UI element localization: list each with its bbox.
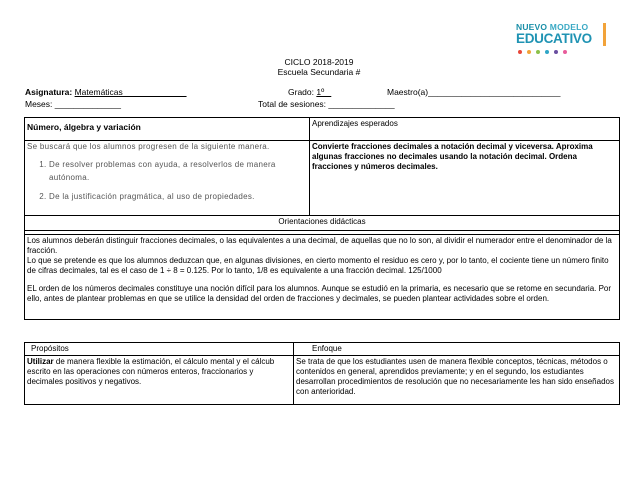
logo-dot — [545, 50, 549, 54]
logo-dots — [516, 50, 612, 54]
maestro-label: Maestro(a) — [387, 87, 429, 97]
propositos-table — [24, 342, 620, 405]
logo-dot — [536, 50, 540, 54]
sesiones-field — [258, 99, 395, 109]
orientaciones-header: Orientaciones didácticas — [25, 216, 620, 231]
progression-intro: Se buscará que los alumnos progresen de la siguiente manera. — [27, 142, 270, 151]
logo-word-nuevo: NUEVO — [516, 22, 550, 32]
propositos-body — [25, 356, 294, 405]
list-item: 2. De la justificación pragmática, al uso de propiedades. — [49, 190, 307, 203]
asignatura-field — [25, 87, 187, 97]
grado-field — [288, 87, 331, 97]
maestro-field — [387, 87, 560, 97]
sesiones-label: Total de sesiones: — [258, 99, 329, 109]
grado-value: 1º — [316, 87, 332, 97]
progression-list — [27, 158, 307, 203]
orientaciones-paragraph: Los alumnos deberán distinguir fracciones decimales, o las equivalentes a una decimal, de aquellas que no lo son, al dividir el numerador entre el denominador de la fracción. — [27, 236, 612, 255]
asignatura-value: Matemáticas — [74, 87, 187, 97]
meses-blank: ______________ — [54, 99, 121, 109]
logo-dot — [554, 50, 558, 54]
logo-accent-bar — [603, 23, 606, 46]
propositos-bold: Utilizar — [27, 357, 54, 366]
logo-word-educativo: EDUCATIVO — [516, 31, 592, 46]
orientaciones-paragraph: EL orden de los números decimales constituye una noción difícil para los alumnos. Aunque se estudió en la primaria, es necesario que se retome en secundaria. Por ello, antes de plantear problemas en que se utilice la densidad del orden de fracciones y decimales, se pueden plantear actividades sobre el orden. — [27, 284, 612, 303]
aprendizajes-header: Aprendizajes esperados — [310, 118, 620, 141]
eje-cell: Número, álgebra y variación — [25, 118, 310, 141]
logo-dot — [563, 50, 567, 54]
meses-label: Meses: — [25, 99, 55, 109]
propositos-text: de manera flexible la estimación, el cálculo mental y el cálcub escrito en las operaciones con números enteros, fraccionarios y decimales positivos y negativos. — [27, 357, 275, 386]
school-cycle: CICLO 2018-2019 — [284, 57, 354, 67]
propositos-header: Propósitos — [25, 343, 294, 356]
planning-table — [24, 117, 620, 320]
document-header — [0, 57, 638, 77]
maestro-blank: ____________________________ — [428, 87, 561, 97]
enfoque-header: Enfoque — [294, 343, 620, 356]
sesiones-blank: ______________ — [328, 99, 395, 109]
progression-cell — [25, 141, 310, 216]
meses-field — [25, 99, 121, 109]
logo-dot — [527, 50, 531, 54]
school-name: Escuela Secundaria # — [277, 67, 361, 77]
enfoque-body: Se trata de que los estudiantes usen de manera flexible conceptos, técnicas, métodos o contenidos en general, aprendidos previamente; y en el segundo, los estudiantes desarrollan procedimientos de resolución que no necesariamente les han sido enseñados con anterioridad. — [294, 356, 620, 405]
grado-label: Grado: — [288, 87, 317, 97]
orientaciones-body — [25, 235, 620, 320]
logo-word-modelo: MODELO — [549, 22, 589, 32]
aprendizaje-esperado: Convierte fracciones decimales a notación decimal y viceversa. Aproxima algunas fracciones no decimales usando la notación decimal. Ordena fracciones y números decimales. — [310, 141, 620, 216]
logo-dot — [518, 50, 522, 54]
asignatura-label: Asignatura: — [25, 87, 75, 97]
list-item: 1. De resolver problemas con ayuda, a resolverlos de manera autónoma. — [49, 158, 307, 184]
orientaciones-paragraph: Lo que se pretende es que los alumnos deduzcan que, en algunas divisiones, en cierto momento el residuo es cero y, por lo tanto, el cociente tiene un número finito de cifras decimales, tal es el caso de 1 ÷ 8 = 0.125. Por lo tanto, 1/8 es equivalente a una fracción decimal. 125/1000 — [27, 256, 609, 275]
